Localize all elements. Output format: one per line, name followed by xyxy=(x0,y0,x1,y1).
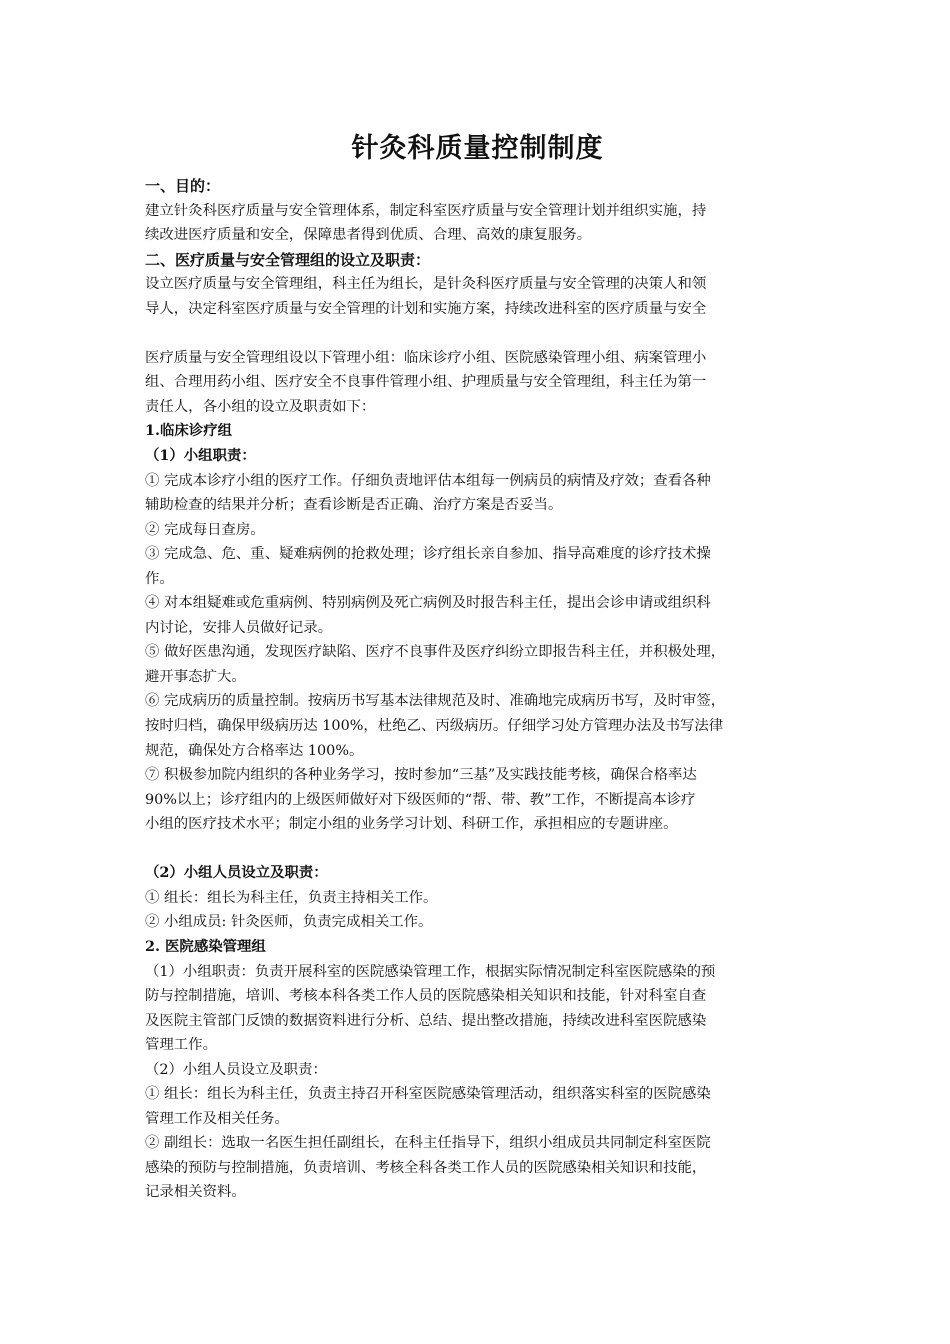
paragraph-line: ③ 完成急、危、重、疑难病例的抢救处理；诊疗组长亲自参加、指导高难度的诊疗技术操 xyxy=(145,546,711,563)
paragraph-line: ⑦ 积极参加院内组织的各种业务学习，按时参加“三基”及实践技能考核，确保合格率达 xyxy=(145,767,697,784)
paragraph-line: 作。 xyxy=(145,570,174,587)
section-heading: 1.临床诊疗组 xyxy=(145,422,232,440)
blank-line xyxy=(145,321,810,346)
paragraph-line: 防与控制措施，培训、考核本科各类工作人员的医院感染相关知识和技能，针对科室自查 xyxy=(145,988,707,1005)
paragraph-line: （2）小组人员设立及职责： xyxy=(145,1061,327,1078)
paragraph-line: ⑤ 做好医患沟通，发现医疗缺陷、医疗不良事件及医疗纠纷立即报告科主任，并积极处理， xyxy=(145,644,726,661)
paragraph-line: 小组的医疗技术水平；制定小组的业务学习计划、科研工作，承担相应的专题讲座。 xyxy=(145,816,678,833)
paragraph-line: 设立医疗质量与安全管理组，科主任为组长，是针灸科医疗质量与安全管理的决策人和领 xyxy=(145,276,707,293)
paragraph-line: ⑥ 完成病历的质量控制。按病历书写基本法律规范及时、准确地完成病历书写，及时审签， xyxy=(145,693,726,710)
paragraph-line: （1）小组职责：负责开展科室的医院感染管理工作，根据实际情况制定科室医院感染的预 xyxy=(145,963,716,980)
document-title: 针灸科质量控制制度 xyxy=(351,133,604,164)
paragraph-line: 建立针灸科医疗质量与安全管理体系，制定科室医疗质量与安全管理计划并组织实施，持 xyxy=(145,202,707,219)
paragraph-line: ② 完成每日查房。 xyxy=(145,521,265,538)
section-heading: 一、目的： xyxy=(145,177,221,195)
section-heading: 2. 医院感染管理组 xyxy=(145,937,266,955)
paragraph-line: 及医院主管部门反馈的数据资料进行分析、总结、提出整改措施，持续改进科室医院感染 xyxy=(145,1012,707,1029)
section-heading: 二、医疗质量与安全管理组的设立及职责： xyxy=(145,250,431,269)
paragraph-line: 续改进医疗质量和安全，保障患者得到优质、合理、高效的康复服务。 xyxy=(145,227,592,244)
blank-line xyxy=(145,837,810,862)
paragraph-line: 规范，确保处方合格率达 100%。 xyxy=(145,742,364,759)
paragraph-line: 避开事态扩大。 xyxy=(145,668,246,685)
paragraph-line: ① 完成本诊疗小组的医疗工作。仔细负责地评估本组每一例病员的病情及疗效；查看各种 xyxy=(145,472,711,489)
paragraph-line: 90%以上；诊疗组内的上级医师做好对下级医师的“帮、带、教”工作，不断提高本诊疗 xyxy=(145,791,696,808)
paragraph-line: ② 副组长：选取一名医生担任副组长，在科主任指导下，组织小组成员共同制定科室医院 xyxy=(145,1135,711,1152)
section-heading: （2）小组人员设立及职责： xyxy=(145,864,328,882)
paragraph-line: 按时归档，确保甲级病历达 100%，杜绝乙、丙级病历。仔细学习处方管理办法及书写法律 xyxy=(145,718,724,735)
paragraph-line: 感染的预防与控制措施，负责培训、考核全科各类工作人员的医院感染相关知识和技能， xyxy=(145,1159,707,1176)
paragraph-line: 内讨论，安排人员做好记录。 xyxy=(145,619,333,636)
paragraph-line: ④ 对本组疑难或危重病例、特别病例及死亡病例及时报告科主任，提出会诊申请或组织科 xyxy=(145,595,711,612)
paragraph-line: ② 小组成员: 针灸医师，负责完成相关工作。 xyxy=(145,914,433,931)
paragraph-line: ① 组长：组长为科主任，负责主持召开科室医院感染管理活动，组织落实科室的医院感染 xyxy=(145,1086,711,1103)
paragraph-line: 管理工作及相关任务。 xyxy=(145,1110,289,1127)
paragraph-line: 管理工作。 xyxy=(145,1037,217,1054)
paragraph-line: 导人，决定科室医疗质量与安全管理的计划和实施方案，持续改进科室的医疗质量与安全 xyxy=(145,300,707,317)
document-body xyxy=(145,174,810,1205)
paragraph-line: 组、合理用药小组、医疗安全不良事件管理小组、护理质量与安全管理组，科主任为第一 xyxy=(145,374,707,391)
paragraph-line: 责任人，各小组的设立及职责如下： xyxy=(145,398,376,415)
section-heading: （1）小组职责： xyxy=(145,447,256,465)
paragraph-line: 辅助检查的结果并分析；查看诊断是否正确、治疗方案是否妥当。 xyxy=(145,497,563,514)
paragraph-line: ① 组长：组长为科主任，负责主持相关工作。 xyxy=(145,889,438,906)
paragraph-line: 记录相关资料。 xyxy=(145,1184,246,1201)
paragraph-line: 医疗质量与安全管理组设以下管理小组：临床诊疗小组、医院感染管理小组、病案管理小 xyxy=(145,349,707,366)
